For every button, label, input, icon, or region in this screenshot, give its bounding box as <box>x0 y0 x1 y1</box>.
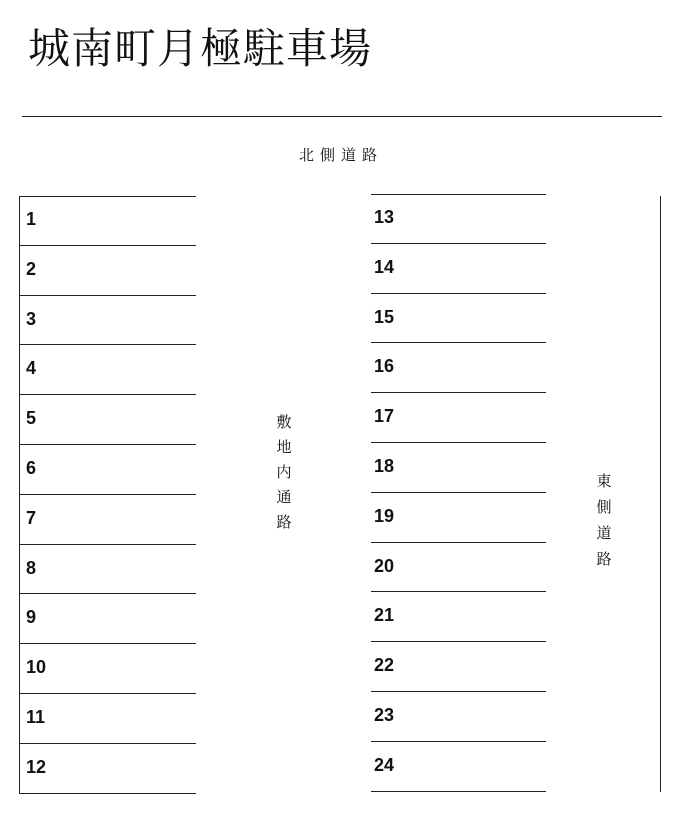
parking-space-number: 10 <box>26 657 47 678</box>
inner-road-char: 敷 <box>276 413 292 431</box>
parking-space-number: 22 <box>374 655 395 676</box>
inner-road-char: 通 <box>276 488 292 506</box>
parking-space <box>371 343 546 393</box>
parking-space-number: 17 <box>374 406 395 427</box>
title-divider <box>22 116 662 117</box>
parking-space-number: 21 <box>374 605 395 626</box>
parking-space <box>371 194 546 244</box>
east-road-line <box>660 196 661 792</box>
parking-space-number: 13 <box>374 207 395 227</box>
parking-space <box>20 246 196 296</box>
east-road-char: 道 <box>596 524 612 542</box>
parking-space <box>371 742 546 792</box>
parking-space-number: 24 <box>374 754 395 775</box>
east-road-char: 側 <box>596 498 612 516</box>
inner-road-label <box>272 410 296 535</box>
parking-space-number: 4 <box>26 358 37 379</box>
parking-space-number: 1 <box>26 209 37 229</box>
parking-space <box>371 493 546 543</box>
parking-space-number: 14 <box>374 256 395 277</box>
parking-space <box>371 642 546 692</box>
parking-space-number: 3 <box>26 308 37 329</box>
parking-space <box>20 296 196 346</box>
parking-space-number: 9 <box>26 607 37 628</box>
parking-space-number: 18 <box>374 456 395 476</box>
east-road-label <box>592 468 616 572</box>
inner-road-char: 路 <box>276 513 292 531</box>
page-title: 城南町月極駐車場 <box>28 24 373 73</box>
inner-road-char: 地 <box>276 438 292 456</box>
parking-space-number: 15 <box>374 306 395 327</box>
parking-space-number: 6 <box>26 458 37 478</box>
parking-space <box>20 694 196 744</box>
parking-space-number: 23 <box>374 705 395 725</box>
parking-space <box>20 594 196 644</box>
parking-space <box>371 393 546 443</box>
parking-space-number: 5 <box>26 408 37 429</box>
parking-space <box>20 445 196 495</box>
parking-space <box>371 592 546 642</box>
parking-space <box>20 196 196 246</box>
east-road-char: 路 <box>596 550 612 568</box>
parking-space <box>20 345 196 395</box>
parking-space <box>20 545 196 595</box>
parking-space <box>371 244 546 294</box>
parking-space <box>371 543 546 593</box>
parking-space-number: 12 <box>26 756 47 777</box>
north-road-label: 北側道路 <box>298 146 383 164</box>
parking-space <box>20 644 196 694</box>
parking-space <box>371 443 546 493</box>
parking-space-number: 2 <box>26 258 37 279</box>
parking-space-number: 16 <box>374 356 395 377</box>
parking-space <box>20 395 196 445</box>
parking-space-number: 8 <box>26 557 37 578</box>
parking-space <box>20 495 196 545</box>
parking-space-number: 20 <box>374 555 395 576</box>
parking-space-number: 19 <box>374 505 395 526</box>
right-parking-column <box>371 194 546 792</box>
parking-space <box>371 692 546 742</box>
parking-space <box>371 294 546 344</box>
east-road-char: 東 <box>596 472 612 490</box>
inner-road-char: 内 <box>276 463 292 481</box>
parking-space-number: 11 <box>26 707 46 727</box>
parking-space-number: 7 <box>26 507 37 528</box>
left-parking-column <box>19 196 196 794</box>
parking-space <box>20 744 196 794</box>
